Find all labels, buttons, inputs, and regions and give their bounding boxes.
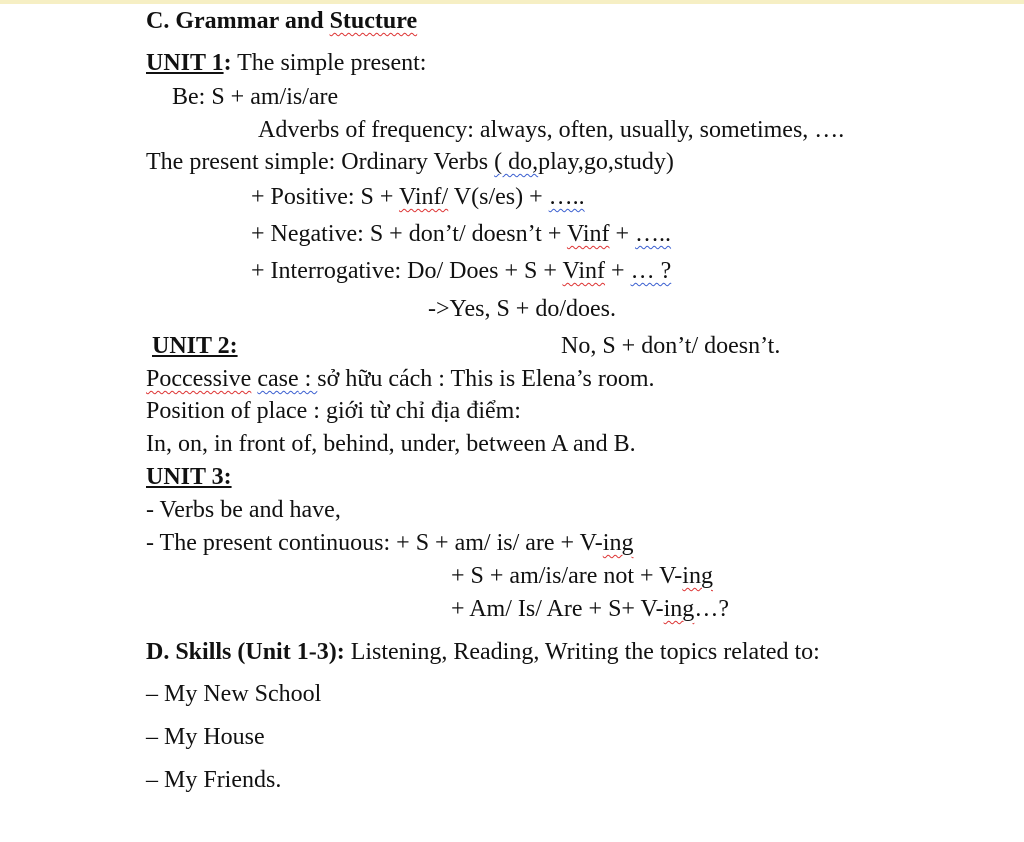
prepositions-list: In, on, in front of, behind, under, between A and B. — [146, 431, 636, 457]
positive-rule: + Positive: S + Vinf/ V(s/es) + ….. — [251, 184, 585, 210]
continuous-positive: - The present continuous: + S + am/ is/ are + V-ing — [146, 530, 634, 556]
topic-item: – My House — [146, 724, 265, 750]
be-rule: Be: S + am/is/are — [172, 84, 339, 110]
no-answer: No, S + don’t/ doesn’t. — [561, 333, 781, 359]
unit3-heading: UNIT 3: — [146, 464, 232, 490]
topic-item: – My Friends. — [146, 767, 282, 793]
continuous-question: + Am/ Is/ Are + S+ V-ing…? — [451, 596, 729, 622]
position-of-place: Position of place : giới từ chỉ địa điểm: — [146, 398, 521, 424]
section-d-heading: D. Skills (Unit 1-3): — [146, 639, 345, 665]
possessive-case-line: Poccessive case : sở hữu cách : This is Elena’s room. — [146, 366, 655, 392]
unit1-heading-line: UNIT 1: The simple present: — [146, 50, 427, 76]
section-d-line: D. Skills (Unit 1-3): Listening, Reading, Writing the topics related to: — [146, 639, 820, 665]
unit1-heading: UNIT 1 — [146, 50, 224, 76]
continuous-negative: + S + am/is/are not + V-ing — [451, 563, 713, 589]
topic-item: – My New School — [146, 681, 322, 707]
verbs-be-have: - Verbs be and have, — [146, 497, 341, 523]
present-simple-ordinary: The present simple: Ordinary Verbs ( do,play,go,study) — [146, 149, 674, 175]
section-c-heading: C. Grammar and Stucture — [146, 8, 418, 34]
interrogative-rule: + Interrogative: Do/ Does + S + Vinf + … ? — [251, 258, 672, 284]
yes-answer: ->Yes, S + do/does. — [428, 296, 616, 322]
unit2-heading: UNIT 2: — [152, 333, 238, 359]
top-border — [0, 0, 1024, 4]
negative-rule: + Negative: S + don’t/ doesn’t + Vinf + ….. — [251, 221, 672, 247]
adverbs-frequency: Adverbs of frequency: always, often, usually, sometimes, …. — [258, 117, 845, 143]
